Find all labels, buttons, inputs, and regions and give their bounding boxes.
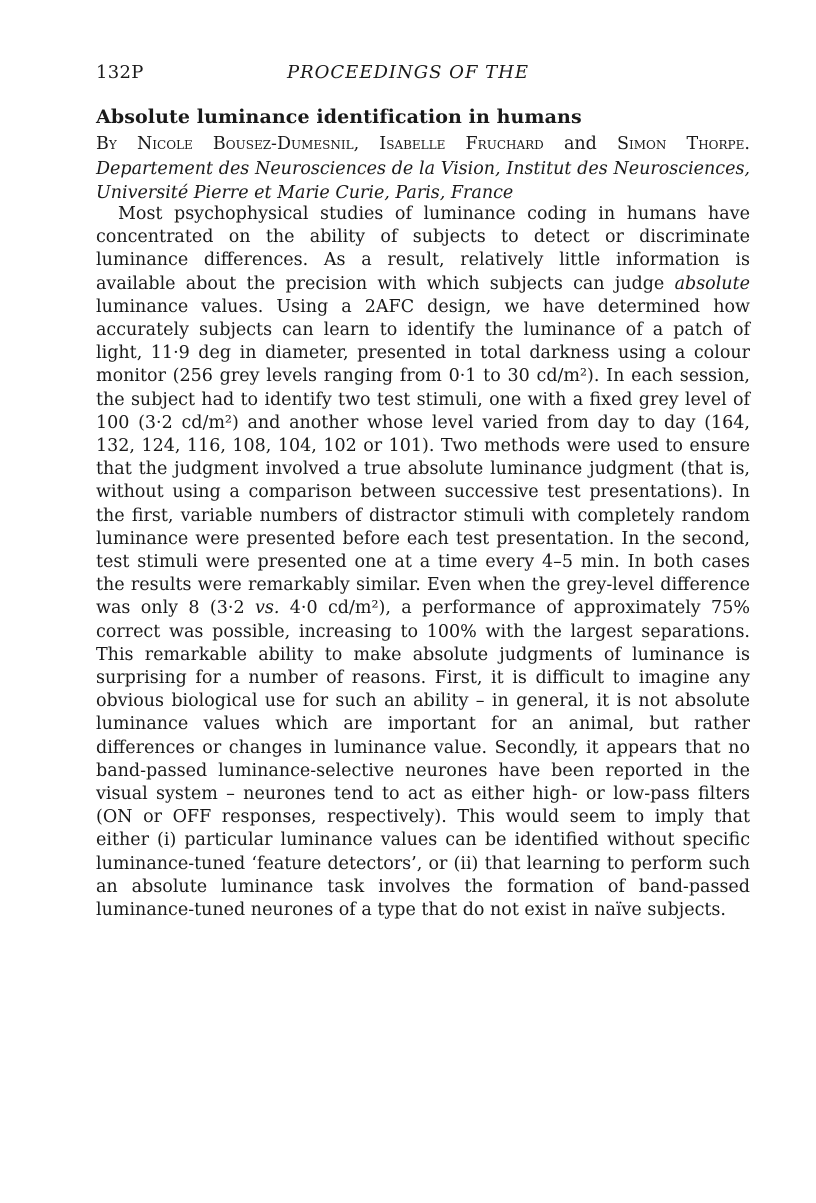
author-name: Isabelle Fruchard [379, 134, 544, 154]
abstract-emphasis: absolute [674, 273, 750, 294]
journal-title: PROCEEDINGS OF THE [286, 62, 529, 83]
affiliation: Departement des Neurosciences de la Vision, Institut des Neurosciences, Université Pierre et Marie Curie, Paris, France [96, 158, 750, 203]
abstract-paragraph [96, 203, 750, 922]
author-name: Simon Thorpe. [617, 134, 750, 154]
abstract-text: luminance values. Using a 2AFC design, we have determined how accurately subjects can learn to identify the luminance of a patch of light, 11·9 deg in diameter, presented in total darkness using a colour monitor (256 grey levels ranging from 0·1 to 30 cd/m²). In each session, the subject had to identify two test stimuli, one with a fixed grey level of 100 (3·2 cd/m²) and another whose level varied from day to day (164, 132, 124, 116, 108, 104, 102 or 101). Two methods were used to ensure that the judgment involved a true absolute luminance judgment (that is, without using a comparison between successive test presentations). In the first, variable numbers of distractor stimuli with completely random luminance were presented before each test presentation. In the second, test stimuli were presented one at a time every 4–5 min. In both cases the results were remarkably similar. Even when the grey-level difference was only 8 (3·2 [96, 296, 750, 619]
running-head [96, 62, 720, 86]
byline [96, 132, 750, 206]
byline-and: and [563, 134, 597, 154]
abstract-text: 4·0 cd/m²), a performance of approximately 75% correct was possible, increasing to 100% with the largest separations. This remarkable ability to make absolute judgments of luminance is surprising for a number of reasons. First, it is difficult to imagine any obvious biological use for such an ability – in general, it is not absolute luminance values which are important for an animal, but rather differences or changes in luminance value. Secondly, it appears that no band-passed luminance-selective neurones have been reported in the visual system – neurones tend to act as either high- or low-pass filters (ON or OFF responses, respectively). This would seem to imply that either (i) particular luminance values can be identified without specific luminance-tuned ‘feature detectors’, or (ii) that learning to perform such an absolute luminance task involves the formation of band-passed luminance-tuned neurones of a type that do not exist in naïve subjects. [96, 598, 750, 921]
abstract-emphasis-vs: vs. [254, 598, 280, 619]
page-number: 132P [96, 62, 144, 83]
byline-by: By [96, 134, 117, 154]
abstract-text: Most psychophysical studies of luminance coding in humans have concentrated on the ability of subjects to detect or discriminate luminance differences. As a result, relatively little information is available about the precision with which subjects can judge [96, 204, 750, 294]
author-name: Nicole Bousez-Dumesnil, [136, 134, 360, 154]
article-title: Absolute luminance identification in humans [96, 106, 582, 128]
